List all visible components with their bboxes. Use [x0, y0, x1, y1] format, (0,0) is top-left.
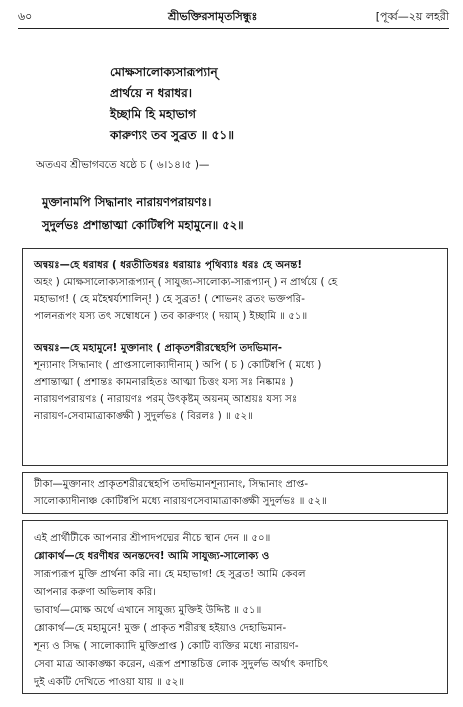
page-number: ৬০: [18, 10, 33, 23]
tika-line: সালোক্যাদীনাঞ্চ কোটিষ্বপি মধ্যে নারায়ণসেবামাত্রাকাঙ্ক্ষী সুদুর্লভঃ ॥ ৫২॥: [34, 496, 327, 507]
verse-line: কারুণ্যং তব সুব্রত ॥ ৫১॥: [110, 128, 234, 142]
anvaya-line: পালনরূপং যস্য তৎ সম্বোধনে ) তব কারুণ্যং ( দয়াম্ ) ইচ্ছামি ॥ ৫১॥: [34, 311, 308, 322]
meaning-line: শ্লোকার্থ—হে মহামুনে! মুক্ত ( প্রাকৃত শরীরস্থ হইয়াও দেহাভিমান-: [34, 623, 287, 634]
verse-line: ইচ্ছামি হি মহাভাগ: [110, 107, 197, 121]
anvaya-line: অন্বয়ঃ—হে ধরাধর ( ধরতীতিধরঃ ধরায়াঃ পৃথিব্যাঃ ধরঃ হে অনন্ত!: [34, 260, 303, 271]
tika-block: [34, 476, 327, 510]
anvaya-line: অন্বয়ঃ—হে মহামুনে! মুক্তানাং ( প্রাকৃতশরীরস্থেহপি তদভিমান-: [34, 343, 283, 354]
intro-line: অতএব শ্রীভাগবতে ষষ্ঠে চ ( ৬।১৪।৫ )—: [36, 159, 210, 171]
meaning-line: এই প্রার্থীটীকে আপনার শ্রীপাদপদ্মের নীচে স্থান দেন ॥ ৫০॥: [34, 533, 271, 544]
anvaya-line: নারায়ণ-সেবামাত্রাকাঙ্ক্ষী ) সুদুর্লভঃ ( বিরলঃ ) ॥ ৫২॥: [34, 411, 253, 422]
meaning-line: আপনার করুণা অভিলাষ করি।: [34, 587, 156, 598]
meaning-line: শূন্য ও সিদ্ধ ( সালোক্যাদি মুক্তিপ্রাপ্ত ) কোটি ব্যক্তির মধ্যে নারায়ণ-: [34, 641, 299, 652]
meaning-line: সেবা মাত্র আকাঙ্ক্ষা করেন, এরূপ প্রশান্তচিত্ত লোক সুদুর্লভ অর্থাৎ কদাচিৎ: [34, 659, 329, 670]
meaning-line: ভাবার্থ—মোক্ষ অর্থে এখানে সাযুজ্য মুক্তিই উদ্দিষ্ট ॥ ৫১॥: [34, 605, 262, 616]
meaning-block: [34, 530, 328, 692]
verse-line: প্রার্থয়ে ন ধরাধর।: [110, 86, 193, 100]
anvaya-line: অহং ) মোক্ষসালোক্যসারূপ্যান্ ( সাযুজ্য-সালোক্য-সারূপ্যান্ ) ন প্রার্থয়ে ( হে: [34, 277, 338, 288]
anvaya-line: প্রশান্তাত্মা ( প্রশান্তঃ কামনারহিতঃ আত্মা চিত্তং যস্য সঃ নিষ্কামঃ ): [34, 377, 294, 388]
book-title: শ্রীভক্তিরসামৃতসিন্ধুঃ: [168, 10, 258, 23]
section-label: [পূর্ব্ব—২য় লহরী: [375, 10, 449, 23]
meaning-line: দুই একটি দেখিতে পাওয়া যায় ॥ ৫২॥: [34, 677, 185, 688]
anvaya-51-block: [34, 257, 337, 325]
anvaya-line: শূন্যানাং সিদ্ধানাং ( প্রাপ্তসালোক্যাদীনাম্ ) অপি ( চ ) কোটিষ্বপি ( মধ্যে ): [34, 360, 322, 371]
header-rule: [18, 28, 449, 29]
verse-52-line-2: সুদুর্লভঃ প্রশান্তাত্মা কোটিষ্বপি মহামুনে॥ ৫২॥: [42, 218, 244, 232]
anvaya-line: নারায়ণপরায়ণঃ ( নারায়ণঃ পরম্ উৎকৃষ্টম্ অয়নম্ আশ্রয়ঃ যস্য সঃ: [34, 394, 298, 405]
verse-51: [110, 62, 234, 146]
anvaya-line: মহাভাগ! ( হে মহৈশ্বর্য্যশালিন্! ) হে সুব্রত! ( শোভনং ব্রতং ভক্তপরি-: [34, 294, 305, 305]
verse-52-line-1: মুক্তানামপি সিদ্ধানাং নারায়ণপরায়ণঃ।: [42, 195, 212, 209]
meaning-line: শ্লোকার্থ—হে ধরণীধর অনন্তদেব! আমি সাযুজ্য-সালোক্য ও: [34, 551, 270, 562]
meaning-line: সারূপ্যরূপ মুক্তি প্রার্থনা করি না। হে মহাভাগ! হে সুব্রত! আমি কেবল: [34, 569, 306, 580]
anvaya-52-block: [34, 340, 321, 425]
page-header: [18, 8, 449, 26]
tika-line: টীকা—মুক্তানাং প্রাকৃতশরীরস্থেহপি তদভিমানশূন্যানাং, সিদ্ধানাং প্রাপ্ত-: [34, 479, 309, 490]
verse-line: মোক্ষসালোক্যসারূপ্যান্: [110, 65, 218, 79]
